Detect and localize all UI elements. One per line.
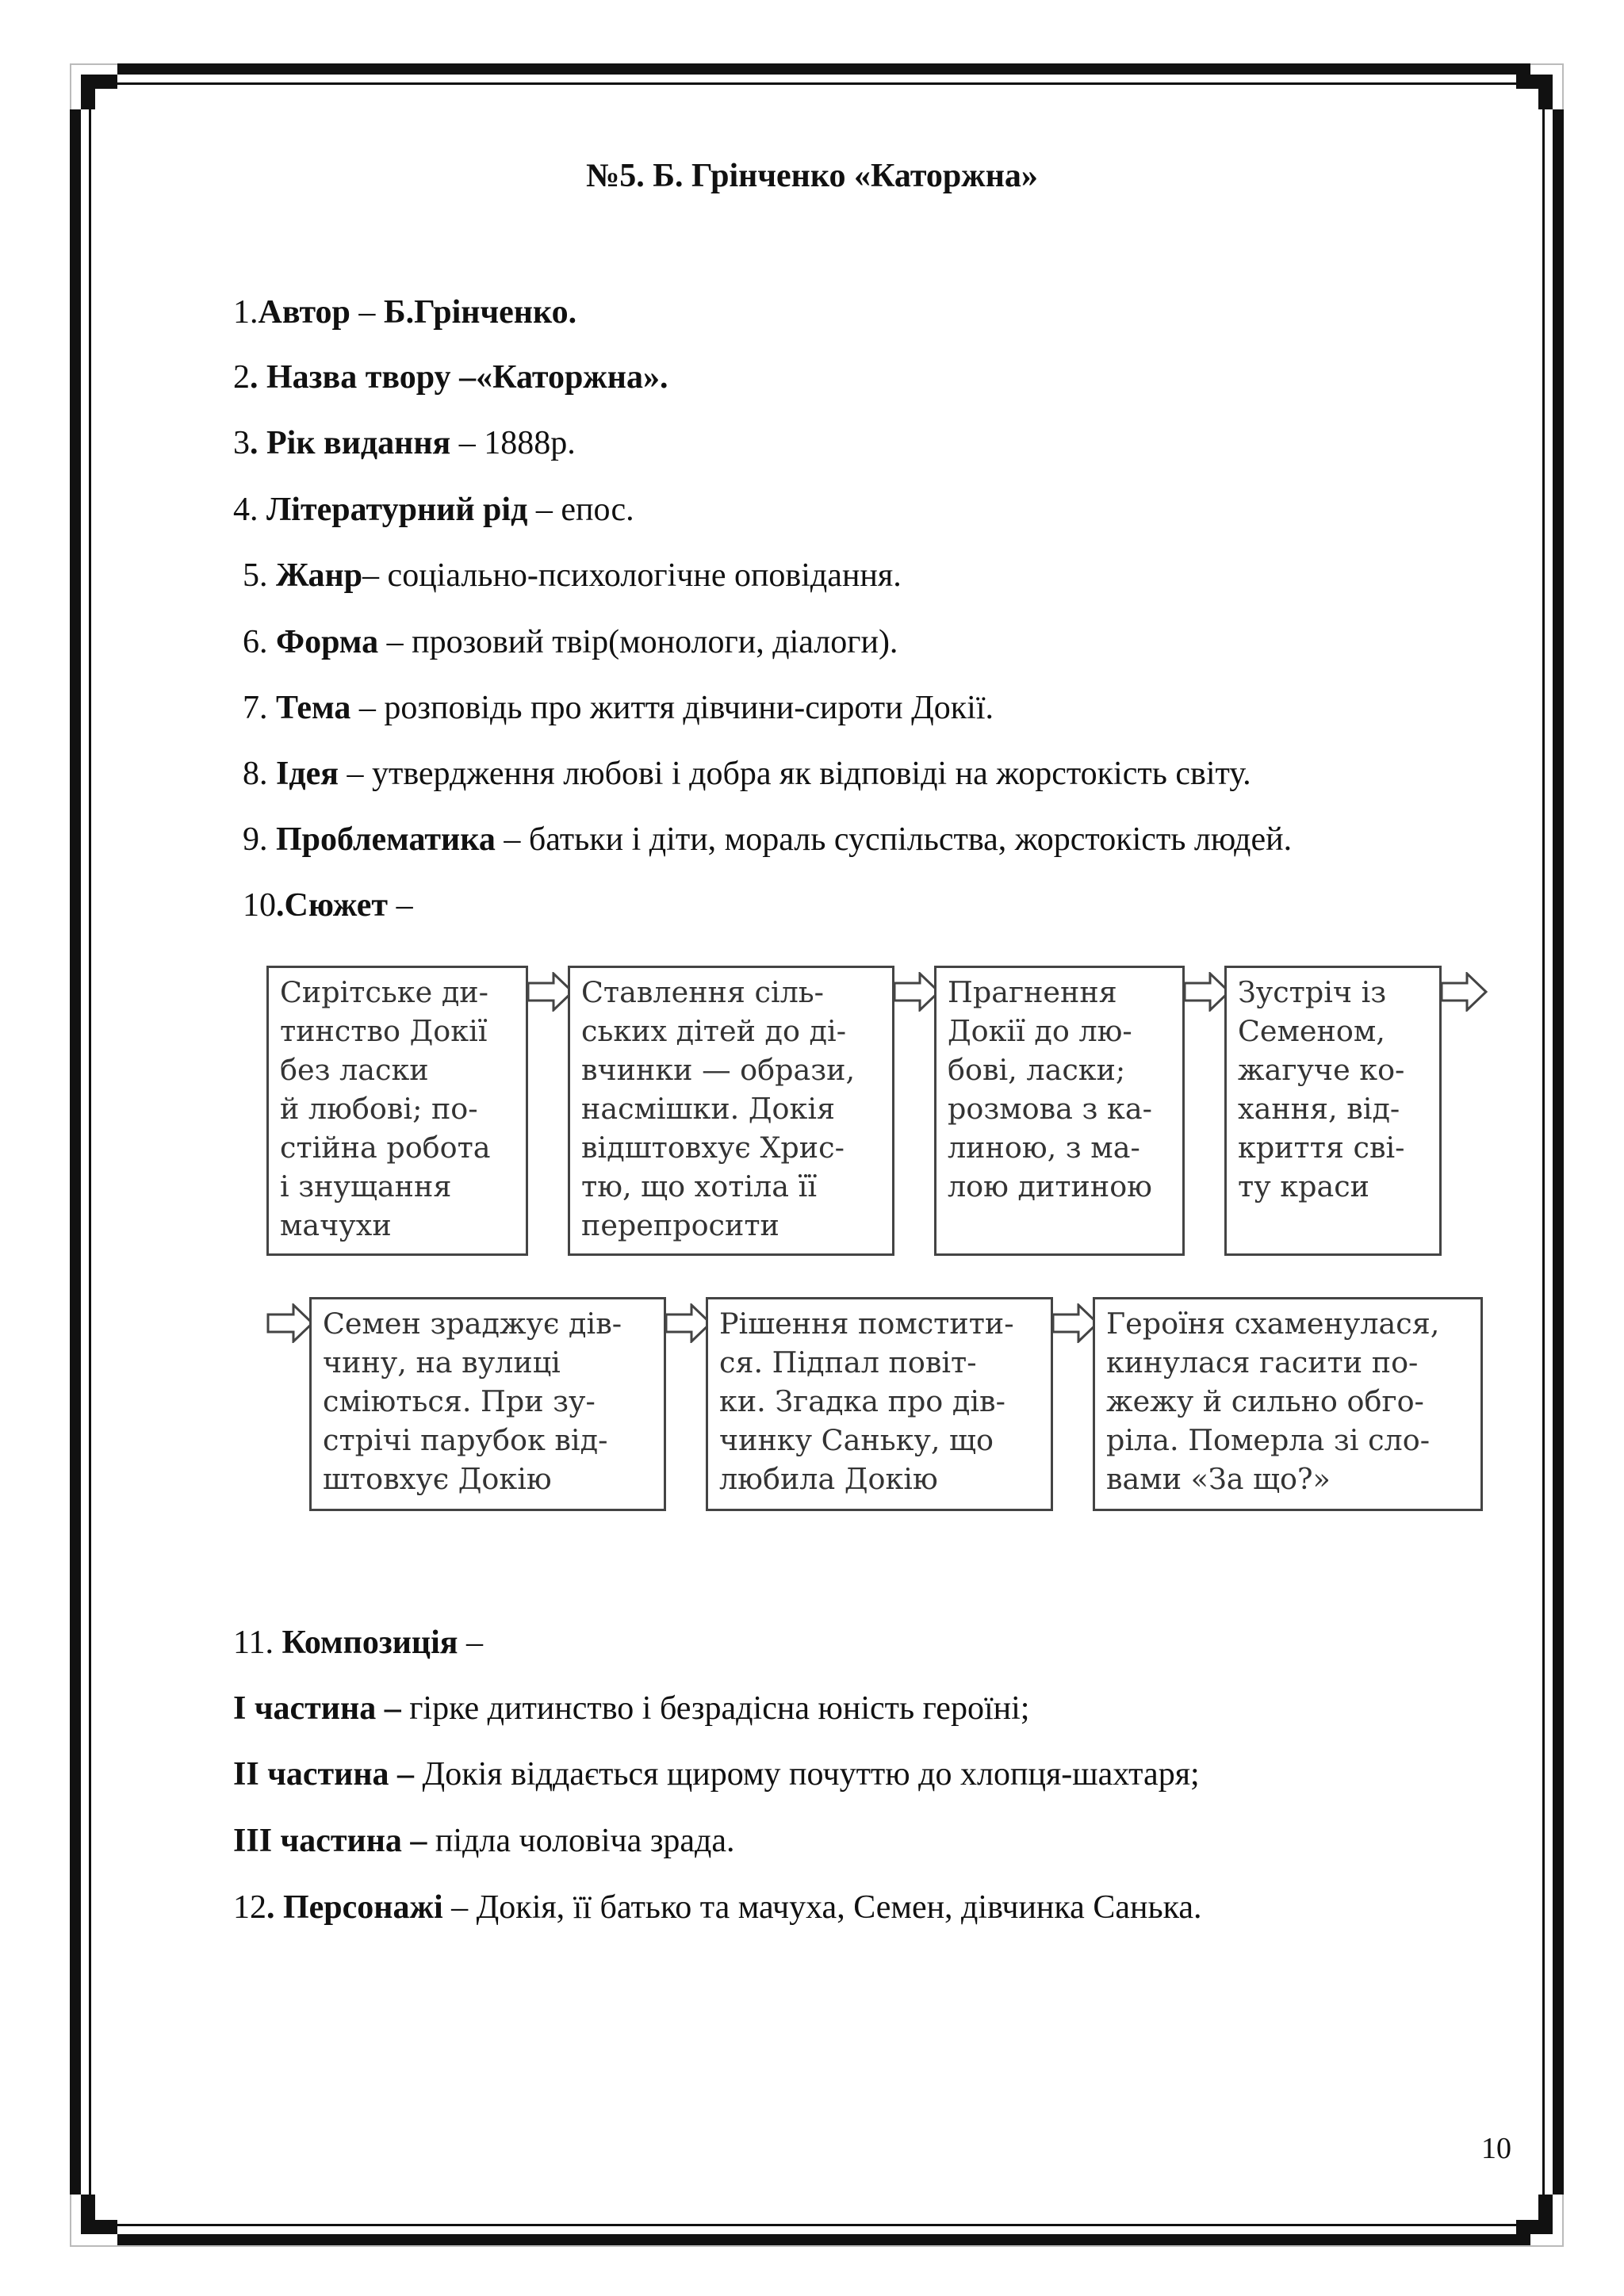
composition-part-1: І частина – гірке дитинство і безрадісна юність героїні; (233, 1690, 1030, 1727)
composition-part-3: ІІІ частина – підла чоловіча зрада. (233, 1823, 735, 1859)
list-item-genre: 5. Жанр– соціально-психологічне оповідання. (243, 557, 902, 594)
composition-part-2: ІІ частина – Докія віддається щирому почуттю до хлопця-шахтаря; (233, 1756, 1200, 1793)
plot-box-1: Сирітське ди- тинство Докії без ласки й любові; по- стійна робота і знущання мачухи (266, 966, 528, 1256)
plot-box-3: Прагнення Докії до лю- бові, ласки; розмова з ка- линою, з ма- лою дитиною (934, 966, 1185, 1256)
page-title: №5. Б. Грінченко «Каторжна» (586, 158, 1038, 194)
plot-box-2: Ставлення сіль- ських дітей до ді- вчинки — образи, насмішки. Докія відштовхує Хрис- тю, що хотіла її перепросити (568, 966, 894, 1256)
list-item-theme: 7. Тема – розповідь про життя дівчини-сироти Докії. (243, 690, 994, 726)
list-item-author: 1.Автор – Б.Грінченко. (233, 294, 577, 331)
right-arrow-icon (1440, 972, 1489, 1012)
plot-box-6: Рішення помстити- ся. Підпал повіт- ки. Згадка про дів- чинку Саньку, що любила Докію (706, 1297, 1053, 1511)
list-item-literary-kind: 4. Літературний рід – епос. (233, 492, 634, 528)
list-item-composition: 11. Композиція – (233, 1624, 483, 1661)
plot-box-7: Героїня схаменулася, кинулася гасити по- жежу й сильно обго- ріла. Померла зі сло- вами «За що?» (1093, 1297, 1483, 1511)
right-arrow-icon (266, 1303, 316, 1343)
list-item-year: 3. Рік видання – 1888р. (233, 425, 576, 461)
list-item-problems: 9. Проблематика – батьки і діти, мораль суспільства, жорстокість людей. (243, 821, 1293, 858)
plot-box-5: Семен зраджує дів- чину, на вулиці сміються. При зу- стрічі парубок від- штовхує Докію (309, 1297, 666, 1511)
list-item-plot: 10.Сюжет – (243, 887, 413, 924)
plot-box-4: Зустріч із Семеном, жагуче ко- хання, від- криття сві- ту краси (1224, 966, 1442, 1256)
list-item-idea: 8. Ідея – утвердження любові і добра як відповіді на жорстокість світу. (243, 756, 1251, 792)
list-item-characters: 12. Персонажі – Докія, її батько та мачуха, Семен, дівчинка Санька. (233, 1889, 1202, 1926)
list-item-form: 6. Форма – прозовий твір(монологи, діалоги). (243, 624, 898, 660)
list-item-work-title: 2. Назва твору –«Каторжна». (233, 359, 668, 396)
page-number: 10 (1481, 2132, 1511, 2165)
